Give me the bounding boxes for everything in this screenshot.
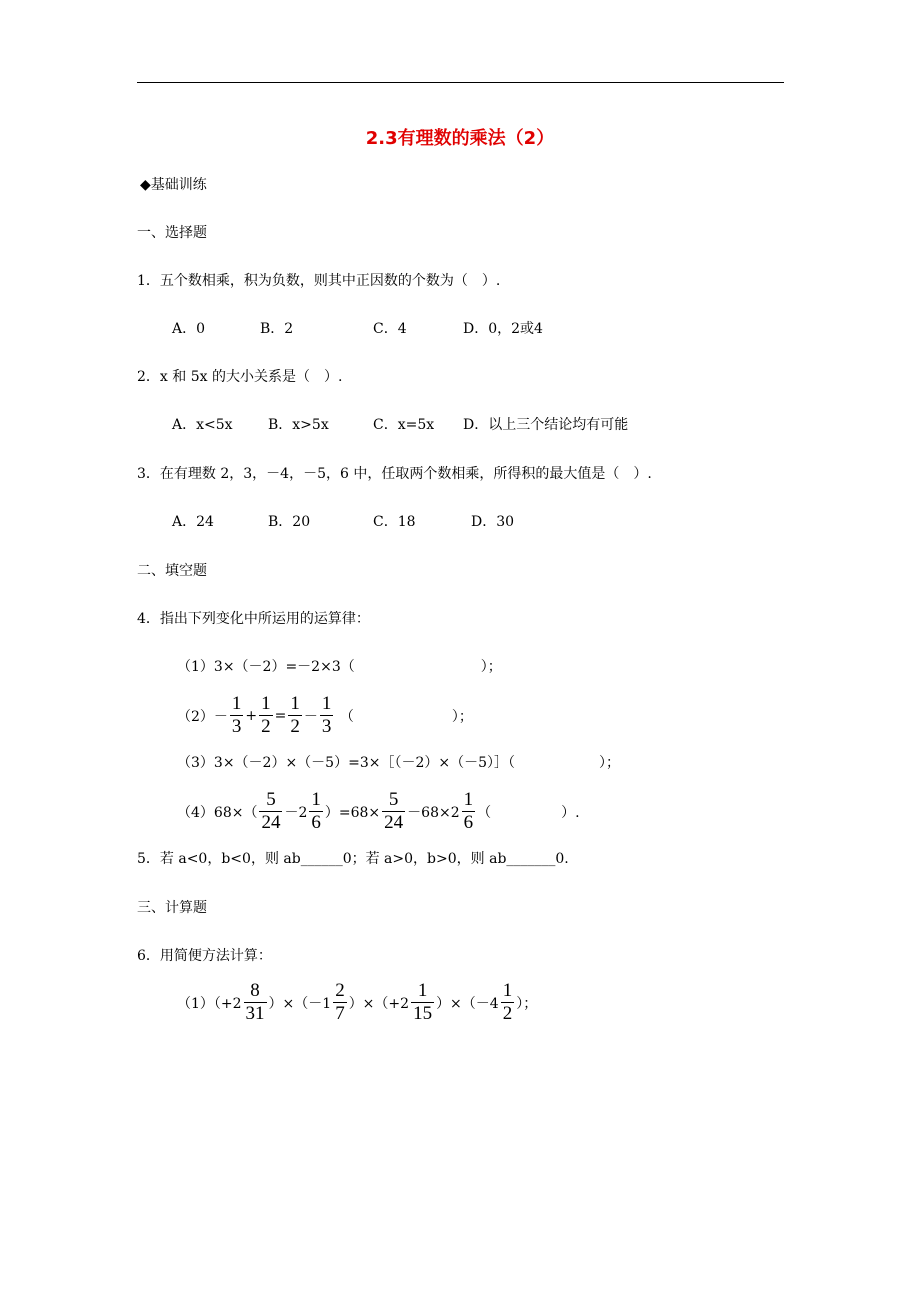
calc-part: ）×（－1 bbox=[268, 995, 332, 1012]
numerator: 1 bbox=[411, 980, 434, 1003]
denominator: 7 bbox=[335, 1003, 345, 1024]
question-1-option-c: C．4 bbox=[373, 321, 407, 337]
question-4-stem: 4．指出下列变化中所运用的运算律： bbox=[137, 611, 370, 627]
denominator: 15 bbox=[413, 1003, 433, 1024]
denominator: 6 bbox=[311, 812, 321, 833]
mixed-whole: －2 bbox=[284, 804, 308, 821]
header-rule bbox=[137, 82, 784, 83]
fraction bbox=[411, 980, 434, 1025]
question-4-item-3: （3）3×（－2）×（－5）=3×［（－2）×（－5）］（ ）； bbox=[177, 755, 621, 771]
question-2-option-a: A．x<5x bbox=[172, 417, 233, 433]
fraction bbox=[259, 693, 273, 738]
fraction bbox=[288, 693, 302, 738]
minus-sign: － bbox=[303, 708, 318, 725]
part-heading-choice: 一、选择题 bbox=[137, 225, 207, 241]
denominator: 2 bbox=[290, 716, 300, 737]
question-2-stem: 2．x 和 5x 的大小关系是（ ）. bbox=[137, 369, 343, 385]
denominator: 31 bbox=[245, 1003, 265, 1024]
question-1-stem: 1．五个数相乘，积为负数，则其中正因数的个数为（ ）. bbox=[137, 273, 501, 289]
numerator: 1 bbox=[261, 693, 271, 714]
question-3-option-d: D．30 bbox=[471, 514, 515, 530]
part-heading-fill: 二、填空题 bbox=[137, 563, 207, 579]
denominator: 3 bbox=[321, 716, 332, 737]
question-1-option-b: B．2 bbox=[260, 321, 294, 337]
section-basic-training: ◆基础训练 bbox=[140, 177, 207, 193]
denominator: 2 bbox=[261, 716, 271, 737]
numerator: 1 bbox=[290, 693, 300, 714]
denominator: 3 bbox=[231, 716, 242, 737]
item-2-suffix: （ ）； bbox=[335, 708, 473, 725]
fraction bbox=[333, 980, 347, 1025]
question-5: 5．若 a<0，b<0，则 ab______0；若 a>0，b>0，则 ab_______0. bbox=[137, 851, 569, 867]
question-1-option-a: A．0 bbox=[172, 321, 206, 337]
question-4-item-4 bbox=[177, 789, 580, 834]
fraction bbox=[230, 693, 244, 738]
fraction bbox=[320, 693, 334, 738]
denominator: 6 bbox=[463, 812, 474, 833]
fraction bbox=[382, 789, 405, 834]
fraction bbox=[244, 980, 267, 1025]
question-1-option-d: D．0，2或4 bbox=[463, 321, 543, 337]
question-2-option-c: C．x=5x bbox=[373, 417, 435, 433]
page-title: 2.3有理数的乘法（2） bbox=[365, 128, 555, 149]
question-3-option-a: A．24 bbox=[172, 514, 214, 530]
question-3-option-b: B．20 bbox=[268, 514, 311, 530]
question-2-option-d: D．以上三个结论均有可能 bbox=[463, 417, 629, 433]
numerator: 1 bbox=[321, 693, 332, 714]
fraction bbox=[501, 980, 515, 1025]
question-2-option-b: B．x>5x bbox=[268, 417, 329, 433]
fraction bbox=[259, 789, 282, 834]
question-4-item-1: （1）3×（－2）=－2×3（ ）； bbox=[177, 659, 502, 675]
question-4-item-2 bbox=[177, 693, 473, 738]
item-4-suffix: （ ）. bbox=[477, 804, 580, 821]
equals-sign: = bbox=[274, 707, 287, 724]
numerator: 1 bbox=[231, 693, 242, 714]
calc-part: （1）（+2 bbox=[177, 995, 242, 1012]
denominator: 24 bbox=[261, 812, 281, 833]
calc-part: ）×（－4 bbox=[436, 995, 499, 1012]
numerator: 8 bbox=[244, 980, 267, 1003]
calc-part: ）×（+2 bbox=[348, 995, 410, 1012]
question-3-option-c: C．18 bbox=[373, 514, 416, 530]
fraction bbox=[462, 789, 476, 834]
denominator: 2 bbox=[502, 1003, 513, 1024]
question-3-stem: 3．在有理数 2，3，－4，－5，6 中，任取两个数相乘，所得积的最大值是（ ）. bbox=[137, 466, 652, 482]
item-4-middle: ）=68× bbox=[324, 804, 381, 821]
numerator: 5 bbox=[382, 789, 405, 812]
numerator: 1 bbox=[463, 789, 474, 810]
fraction bbox=[309, 789, 323, 834]
denominator: 24 bbox=[384, 812, 404, 833]
mixed-whole: －68×2 bbox=[407, 804, 460, 821]
question-6-item-1 bbox=[177, 980, 537, 1025]
item-2-prefix: （2）－ bbox=[177, 708, 228, 725]
part-heading-calc: 三、计算题 bbox=[137, 900, 207, 916]
numerator: 1 bbox=[502, 980, 513, 1001]
plus-sign: + bbox=[245, 707, 258, 724]
question-6-stem: 6．用简便方法计算： bbox=[137, 948, 272, 964]
numerator: 5 bbox=[259, 789, 282, 812]
numerator: 2 bbox=[335, 980, 345, 1001]
calc-part: ）； bbox=[516, 995, 538, 1012]
item-4-prefix: （4）68×（ bbox=[177, 804, 258, 821]
numerator: 1 bbox=[311, 789, 321, 810]
